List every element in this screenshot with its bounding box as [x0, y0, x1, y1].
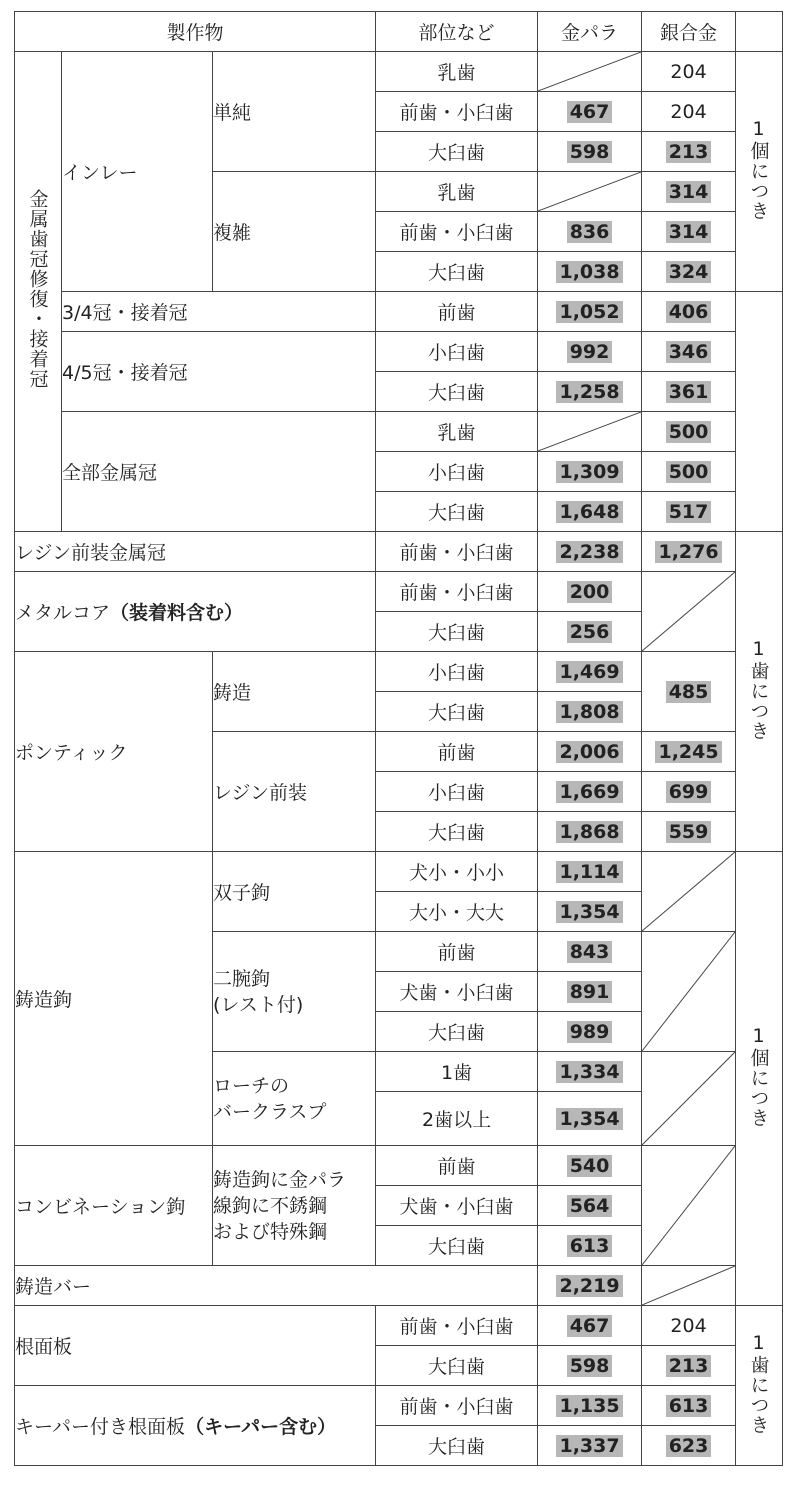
gingokin-value: 314 — [642, 212, 736, 252]
header-row — [15, 12, 783, 52]
two-arm-clasp-label: 二腕鉤 (レスト付) — [213, 932, 376, 1052]
kinpara-value: 1,052 — [538, 292, 642, 332]
kinpara-value: 598 — [538, 1346, 642, 1386]
inlay-label: インレー — [62, 52, 213, 292]
kinpara-value: 2,219 — [538, 1266, 642, 1306]
crown-45-label: 4/5冠・接着冠 — [62, 332, 376, 412]
part-cell: 小臼歯 — [376, 652, 538, 692]
full-metal-label: 全部金属冠 — [62, 412, 376, 532]
gingokin-value: 485 — [642, 652, 736, 732]
unit-per-tooth: 1歯につき — [736, 1306, 783, 1466]
part-cell: 前歯・小臼歯 — [376, 1306, 538, 1346]
gingokin-value: 699 — [642, 772, 736, 812]
part-cell: 大臼歯 — [376, 1426, 538, 1466]
resin-metal-crown-label: レジン前装金属冠 — [15, 532, 376, 572]
gingokin-value: 213 — [642, 1346, 736, 1386]
gingokin-value: 204 — [642, 52, 736, 92]
crown-34-label: 3/4冠・接着冠 — [62, 292, 376, 332]
combination-clasp-label: コンビネーション鉤 — [15, 1146, 213, 1266]
simple-label: 単純 — [213, 52, 376, 172]
diagonal-empty-cell — [642, 572, 736, 652]
gingokin-value: 314 — [642, 172, 736, 212]
gingokin-value: 406 — [642, 292, 736, 332]
gingokin-value: 204 — [642, 92, 736, 132]
part-cell: 2歯以上 — [376, 1092, 538, 1146]
unit-per-piece: 1個につき — [736, 52, 783, 292]
table-row — [15, 332, 783, 372]
table-row — [15, 1266, 783, 1306]
kinpara-value: 1,309 — [538, 452, 642, 492]
kinpara-value: 467 — [538, 1306, 642, 1346]
part-cell: 犬歯・小臼歯 — [376, 972, 538, 1012]
resin-front-label: レジン前装 — [213, 732, 376, 852]
gingokin-value: 559 — [642, 812, 736, 852]
kinpara-value: 1,334 — [538, 1052, 642, 1092]
kinpara-value: 1,135 — [538, 1386, 642, 1426]
complex-label: 複雑 — [213, 172, 376, 292]
gingokin-value: 204 — [642, 1306, 736, 1346]
kinpara-value: 1,469 — [538, 652, 642, 692]
twin-clasp-label: 双子鉤 — [213, 852, 376, 932]
kinpara-value: 564 — [538, 1186, 642, 1226]
kinpara-value: 256 — [538, 612, 642, 652]
casting-label: 鋳造 — [213, 652, 376, 732]
part-cell: 小臼歯 — [376, 452, 538, 492]
part-cell: 大臼歯 — [376, 1226, 538, 1266]
kinpara-value: 2,238 — [538, 532, 642, 572]
kinpara-value: 1,669 — [538, 772, 642, 812]
gingokin-value: 213 — [642, 132, 736, 172]
kinpara-value: 989 — [538, 1012, 642, 1052]
diagonal-empty-cell — [538, 412, 642, 452]
unit-per-tooth: 1歯につき — [736, 532, 783, 852]
gingokin-value: 517 — [642, 492, 736, 532]
table-row — [15, 572, 783, 612]
gingokin-value: 361 — [642, 372, 736, 412]
part-cell: 前歯・小臼歯 — [376, 572, 538, 612]
part-cell: 小臼歯 — [376, 772, 538, 812]
kinpara-value: 1,808 — [538, 692, 642, 732]
part-cell: 前歯・小臼歯 — [376, 212, 538, 252]
gingokin-value: 623 — [642, 1426, 736, 1466]
kinpara-value: 1,258 — [538, 372, 642, 412]
table-row — [15, 652, 783, 692]
dental-fee-table — [14, 11, 783, 1466]
table-row — [15, 1386, 783, 1426]
kinpara-value: 613 — [538, 1226, 642, 1266]
table-row — [15, 1306, 783, 1346]
gingokin-value: 500 — [642, 452, 736, 492]
diagonal-empty-cell — [538, 172, 642, 212]
gingokin-value: 500 — [642, 412, 736, 452]
cast-bar-label: 鋳造バー — [15, 1266, 538, 1306]
table-row — [15, 532, 783, 572]
part-cell: 乳歯 — [376, 412, 538, 452]
roach-clasp-label: ローチの バークラスプ — [213, 1052, 376, 1146]
kinpara-value: 467 — [538, 92, 642, 132]
kinpara-value: 836 — [538, 212, 642, 252]
part-cell: 大臼歯 — [376, 252, 538, 292]
part-cell: 1歯 — [376, 1052, 538, 1092]
kinpara-value: 1,114 — [538, 852, 642, 892]
part-cell: 大臼歯 — [376, 1012, 538, 1052]
kinpara-value: 200 — [538, 572, 642, 612]
part-cell: 大臼歯 — [376, 132, 538, 172]
table-row — [15, 1146, 783, 1186]
part-cell: 前歯 — [376, 932, 538, 972]
combination-desc: 鋳造鉤に金パラ 線鉤に不銹鋼 および特殊鋼 — [213, 1146, 376, 1266]
diagonal-empty-cell — [642, 1146, 736, 1266]
kinpara-value: 2,006 — [538, 732, 642, 772]
cast-clasp-label: 鋳造鉤 — [15, 852, 213, 1146]
part-cell: 前歯 — [376, 292, 538, 332]
header-unit — [736, 12, 783, 52]
diagonal-empty-cell — [642, 1052, 736, 1146]
table-row — [15, 412, 783, 452]
metal-core-label: メタルコア（装着料含む） — [15, 572, 376, 652]
pontic-label: ポンティック — [15, 652, 213, 852]
gingokin-value: 613 — [642, 1386, 736, 1426]
part-cell: 犬小・小小 — [376, 852, 538, 892]
kinpara-value: 891 — [538, 972, 642, 1012]
unit-per-piece: 1個につき — [736, 852, 783, 1306]
part-cell: 前歯・小臼歯 — [376, 92, 538, 132]
part-cell: 犬歯・小臼歯 — [376, 1186, 538, 1226]
kinpara-value: 1,038 — [538, 252, 642, 292]
kinpara-value: 1,354 — [538, 1092, 642, 1146]
part-cell: 前歯 — [376, 732, 538, 772]
diagonal-empty-cell — [642, 932, 736, 1052]
unit-empty — [736, 292, 783, 532]
header-gingokin: 銀合金 — [642, 12, 736, 52]
gingokin-value: 1,276 — [642, 532, 736, 572]
table-row — [15, 852, 783, 892]
part-cell: 大臼歯 — [376, 812, 538, 852]
table-row — [15, 52, 783, 92]
part-cell: 前歯・小臼歯 — [376, 532, 538, 572]
diagonal-empty-cell — [642, 1266, 736, 1306]
diagonal-empty-cell — [642, 852, 736, 932]
part-cell: 前歯・小臼歯 — [376, 1386, 538, 1426]
header-part: 部位など — [376, 12, 538, 52]
gingokin-value: 346 — [642, 332, 736, 372]
diagonal-empty-cell — [538, 52, 642, 92]
keeper-plate-label: キーパー付き根面板（キーパー含む） — [15, 1386, 376, 1466]
part-cell: 乳歯 — [376, 172, 538, 212]
kinpara-value: 540 — [538, 1146, 642, 1186]
header-item: 製作物 — [15, 12, 376, 52]
part-cell: 前歯 — [376, 1146, 538, 1186]
kinpara-value: 992 — [538, 332, 642, 372]
part-cell: 大臼歯 — [376, 692, 538, 732]
kinpara-value: 1,354 — [538, 892, 642, 932]
part-cell: 大小・大大 — [376, 892, 538, 932]
part-cell: 大臼歯 — [376, 372, 538, 412]
kinpara-value: 1,868 — [538, 812, 642, 852]
part-cell: 大臼歯 — [376, 612, 538, 652]
gingokin-value: 324 — [642, 252, 736, 292]
kinpara-value: 843 — [538, 932, 642, 972]
gingokin-value: 1,245 — [642, 732, 736, 772]
metal-crown-category: 金属歯冠修復・接着冠 — [15, 52, 62, 532]
table-row — [15, 292, 783, 332]
header-kinpara: 金パラ — [538, 12, 642, 52]
part-cell: 乳歯 — [376, 52, 538, 92]
kinpara-value: 1,648 — [538, 492, 642, 532]
root-plate-label: 根面板 — [15, 1306, 376, 1386]
kinpara-value: 598 — [538, 132, 642, 172]
part-cell: 小臼歯 — [376, 332, 538, 372]
part-cell: 大臼歯 — [376, 492, 538, 532]
kinpara-value: 1,337 — [538, 1426, 642, 1466]
part-cell: 大臼歯 — [376, 1346, 538, 1386]
